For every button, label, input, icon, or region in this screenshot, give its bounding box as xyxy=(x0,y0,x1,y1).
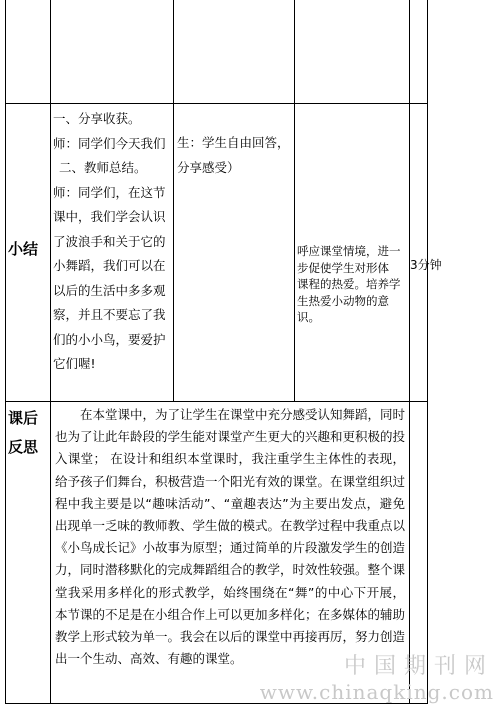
teacher-line: 以后的生活中多多观 xyxy=(53,282,166,298)
row-divider-middle xyxy=(5,401,428,402)
reflection-text-cell xyxy=(55,404,405,670)
teacher-line: 了波浪手和关于它的 xyxy=(53,233,166,249)
intent-line: 步促使学生对形体 xyxy=(297,260,389,275)
summary-teacher-activity xyxy=(53,107,173,377)
reflection-row-label xyxy=(8,404,48,462)
column-divider-right-border xyxy=(427,0,428,704)
teacher-line: 一、分享收获。 xyxy=(53,111,141,126)
teacher-line: 们的小小鸟，要爱护 xyxy=(53,331,166,347)
column-divider-2 xyxy=(173,0,174,402)
summary-design-intent xyxy=(297,243,409,326)
teacher-line: 师：同学们，在这节 xyxy=(53,184,166,200)
teacher-line: 二、教师总结。 xyxy=(59,160,147,175)
teacher-line: 察，并且不要忘了我 xyxy=(53,307,166,322)
teacher-line: 它们喔! xyxy=(53,356,96,371)
intent-line: 呼应课堂情境，进一 xyxy=(297,244,401,258)
watermark-url: www.chinaqking.com xyxy=(259,680,494,704)
column-divider-3 xyxy=(294,0,295,402)
site-watermark xyxy=(260,649,494,704)
intent-line: 识。 xyxy=(297,310,320,324)
reflection-label-line: 课后 xyxy=(8,409,39,427)
reflection-paragraph: 在本堂课中，为了让学生在课堂中充分感受认知舞蹈，同时也为了让此年龄段的学生能对课堂产生更大的兴趣和更积极的投入课堂； 在设计和组织本堂课时，我注重学生主体性的表现，给予孩子们舞台，积极营造一个阳光有效的课堂。在课堂组织过程中我主要是以“趣味活动”、“童趣表达”为主要出发点，避免出现单一乏味的教师教、学生做的模式。在教学过程中我重点以《小鸟成长记》小故事为原型；通过简单的片段激发学生的创造力，同时潜移默化的完成舞蹈组合的教学，时效性较强。整个课堂我采用多样化的形式教学，始终围绕在“舞”的中心下开展，本节课的不足是在小组合作上可以更加多样化；在多媒体的辅助教学上形式较为单一。我会在以后的课堂中再接再厉，努力创造出一个生动、高效、有趣的课堂。 xyxy=(55,407,406,667)
reflection-label-line: 反思 xyxy=(8,438,39,456)
intent-line: 课程的热爱。培养学 xyxy=(297,277,401,291)
teacher-line: 师：同学们今天我们 xyxy=(53,135,166,151)
teacher-line: 课中，我们学会认识 xyxy=(53,209,166,224)
row-divider-top xyxy=(5,103,428,104)
column-divider-4 xyxy=(409,0,410,704)
summary-row-label: 小结 xyxy=(8,240,39,258)
column-divider-1 xyxy=(50,0,51,704)
teacher-line: 小舞蹈，我们可以在 xyxy=(53,258,166,273)
column-divider-left-border xyxy=(5,0,6,704)
summary-time: 3分钟 xyxy=(410,258,442,272)
student-line: 生：学生自由回答， xyxy=(177,135,290,150)
watermark-site-name: 中国期刊网 xyxy=(343,654,494,679)
intent-line: 生热爱小动物的意 xyxy=(297,293,389,308)
summary-student-activity xyxy=(177,131,295,180)
student-line: 分享感受） xyxy=(177,159,240,175)
